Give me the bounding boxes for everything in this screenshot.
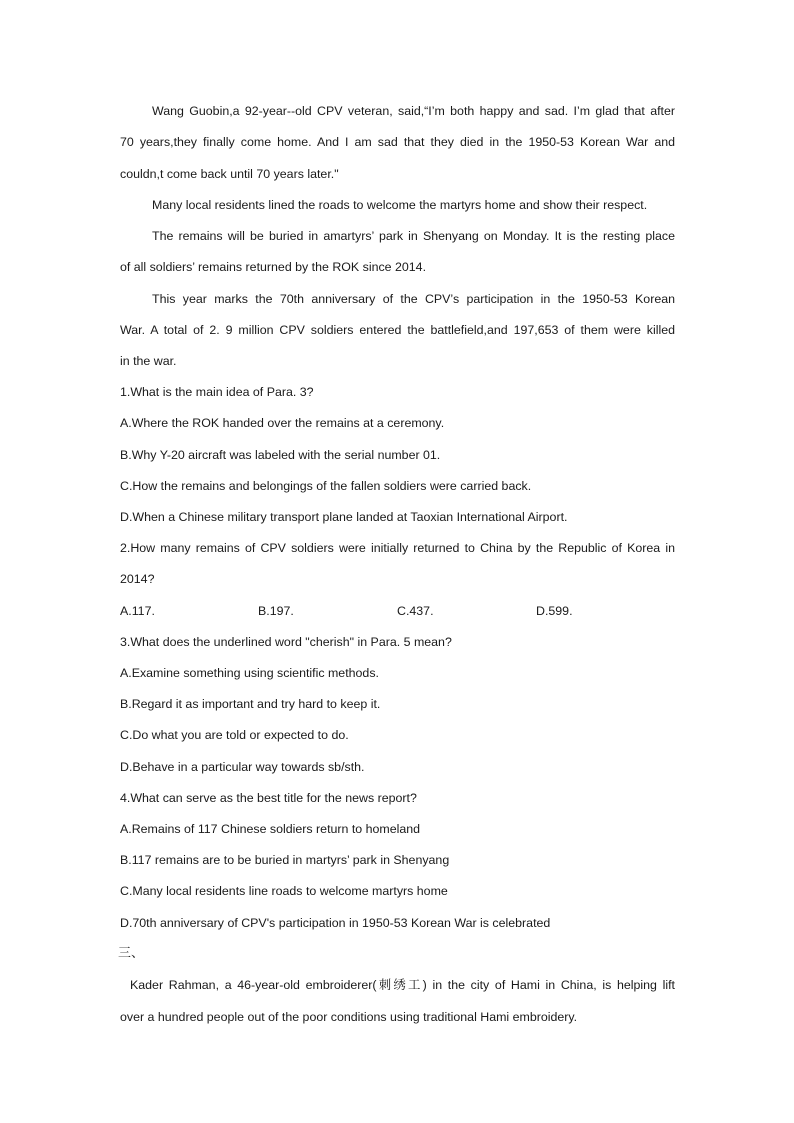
question-4-option-a: A.Remains of 117 Chinese soldiers return to homeland — [120, 822, 421, 836]
paragraph-4-line-2: War. A total of 2. 9 million CPV soldiers entered the battlefield,and 197,653 of them were killed — [120, 323, 675, 337]
section-3-passage-line-1: Kader Rahman, a 46-year-old embroiderer(刺绣工) in the city of Hami in China, is helping lift — [130, 978, 675, 992]
section-3-heading: 三、 — [118, 946, 145, 961]
paragraph-1-line-3: couldn,t come back until 70 years later." — [120, 167, 339, 181]
question-2-stem-line-2: 2014? — [120, 572, 155, 586]
question-4-stem: 4.What can serve as the best title for the news report? — [120, 791, 417, 805]
paragraph-4-line-3: in the war. — [120, 354, 177, 368]
question-1-option-d: D.When a Chinese military transport plane landed at Taoxian International Airport. — [120, 510, 568, 524]
paragraph-3-line-2: of all soldiers’ remains returned by the ROK since 2014. — [120, 260, 427, 274]
question-2-option-d: D.599. — [536, 604, 573, 618]
question-2-stem-line-1: 2.How many remains of CPV soldiers were initially returned to China by the Republic of Korea in — [120, 541, 675, 555]
paragraph-4-line-1: This year marks the 70th anniversary of the CPV’s participation in the 1950-53 Korean — [152, 292, 675, 306]
question-4-option-d: D.70th anniversary of CPV's participation in 1950-53 Korean War is celebrated — [120, 916, 551, 930]
question-1-option-a: A.Where the ROK handed over the remains at a ceremony. — [120, 416, 445, 430]
question-3-option-b: B.Regard it as important and try hard to keep it. — [120, 697, 381, 711]
question-1-option-c: C.How the remains and belongings of the fallen soldiers were carried back. — [120, 479, 532, 493]
question-4-option-b: B.117 remains are to be buried in martyrs’ park in Shenyang — [120, 853, 450, 867]
question-1-stem: 1.What is the main idea of Para. 3? — [120, 385, 314, 399]
question-3-stem: 3.What does the underlined word "cherish" in Para. 5 mean? — [120, 635, 452, 649]
question-3-option-a: A.Examine something using scientific methods. — [120, 666, 379, 680]
question-2-option-c: C.437. — [397, 604, 434, 618]
question-2-option-b: B.197. — [258, 604, 294, 618]
paragraph-1-line-1: Wang Guobin,a 92-year--old CPV veteran, said,“I’m both happy and sad. I’m glad that after — [152, 104, 675, 118]
question-4-option-c: C.Many local residents line roads to welcome martyrs home — [120, 884, 448, 898]
paragraph-2-line-1: Many local residents lined the roads to welcome the martyrs home and show their respect. — [152, 198, 648, 212]
question-2-option-a: A.117. — [120, 604, 155, 618]
paragraph-1-line-2: 70 years,they finally come home. And I am sad that they died in the 1950-53 Korean War and — [120, 135, 675, 149]
question-3-option-d: D.Behave in a particular way towards sb/sth. — [120, 760, 365, 774]
question-1-option-b: B.Why Y-20 aircraft was labeled with the serial number 01. — [120, 448, 441, 462]
paragraph-3-line-1: The remains will be buried in amartyrs’ park in Shenyang on Monday. It is the resting place — [152, 229, 675, 243]
question-3-option-c: C.Do what you are told or expected to do. — [120, 728, 349, 742]
section-3-passage-line-2: over a hundred people out of the poor conditions using traditional Hami embroidery. — [120, 1010, 578, 1024]
